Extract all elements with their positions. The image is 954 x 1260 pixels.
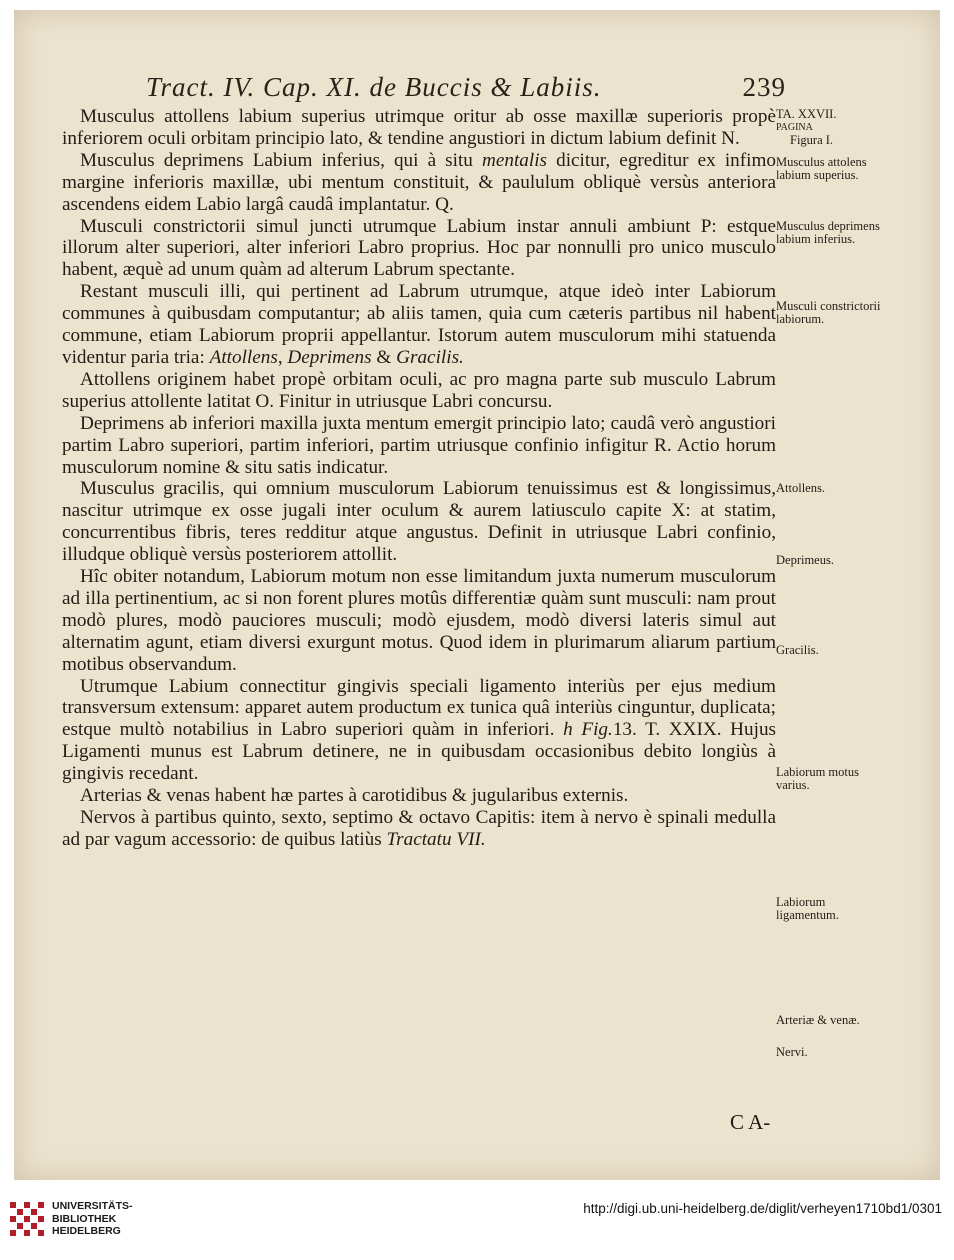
main-text-column	[62, 106, 776, 851]
margin-note-attollens: Attollens.	[776, 481, 825, 495]
running-header	[146, 72, 786, 103]
paragraph-3: Musculi constrictorii simul juncti utrumque Labium instar annuli ambiunt P: estque illorum alter superiori, alter inferiori Labro proprius. Hoc par nonnulli pro unico musculo habent, æquè ad unum quàm ad alterum Labrum spectante.	[62, 215, 776, 281]
page-number: 239	[742, 72, 786, 102]
margin-note-attolens: Musculus attolens labium superius.	[776, 155, 867, 182]
margin-note-nervi: Nervi.	[776, 1045, 808, 1059]
margin-note-plate-ref: TA. XXVII. PAGINA Figura I.	[776, 107, 837, 147]
paragraph-5: Attollens originem habet propè orbitam oculi, ac pro magna parte sub musculo Labrum superius attollente latitat O. Finitur in utriusque Labri concursu.	[62, 368, 776, 412]
margin-note-ligamentum: Labiorum ligamentum.	[776, 895, 839, 922]
paragraph-4: Restant musculi illi, qui pertinent ad Labrum utrumque, atque ideò inter Labiorum communes à quibusdam computantur; ab aliis tamen, quia cum cæteris partibus nil habent commune, etiam Labiorum proprii appellantur. Istorum autem musculorum mihi statuenda videntur paria tria: Attollens, Deprimens & Gracilis.	[62, 281, 776, 368]
library-logo-icon	[10, 1202, 44, 1236]
margin-note-deprimeus: Deprimeus.	[776, 553, 834, 567]
paragraph-8: Hîc obiter notandum, Labiorum motum non esse limitandum juxta numerum musculorum ad illa pertinentium, ac si non forent plures motûs differentiæ quàm sunt musculi: nam prout modò plures, modò pauciores musculi; modò ejusdem, modò diversi lateris simul aut alternatim agunt, etiam diversi exurgunt motus. Quod idem in plurimarum aliarum partium motibus observandum.	[62, 566, 776, 675]
paragraph-2: Musculus deprimens Labium inferius, qui à situ mentalis dicitur, egreditur ex infimo margine inferioris maxillæ, ubi mentum constituit, & paululum obliquè versùs anteriora ascendens eidem Labio largâ caudâ implantatur. Q.	[62, 149, 776, 215]
paragraph-10: Arterias & venas habent hæ partes à carotidibus & jugularibus externis.	[80, 785, 629, 807]
figure-reference: h Fig.	[563, 719, 613, 741]
library-name: UNIVERSITÄTS- BIBLIOTHEK HEIDELBERG	[52, 1200, 133, 1237]
paragraph-7: Musculus gracilis, qui omnium musculorum Labiorum tenuissimus est & longissimus, nascitur utrimque ex osse jugali inter oculum & aurem latiusculo capite X: at statim, concurrentibus fibris, teres redditur atque angustus. Definit in utriusque Labri confinio, illudque obliquè versùs posteriorem attollit.	[62, 478, 776, 566]
margin-note-arteriae: Arteriæ & venæ.	[776, 1013, 860, 1027]
scanned-page	[14, 10, 940, 1180]
footer-bar	[0, 1180, 954, 1260]
running-title: Tract. IV. Cap. XI. de Buccis & Labiis.	[146, 72, 602, 102]
margin-note-gracilis: Gracilis.	[776, 643, 819, 657]
paragraph-6: Deprimens ab inferiori maxilla juxta mentum emergit principio lato; caudâ verò angustiori partim Labro superiori, partim inferiori, partim utriusque confinio infigitur R. Actio horum musculorum nomine & situ satis indicatur.	[62, 412, 776, 478]
margin-note-motus: Labiorum motus varius.	[776, 765, 859, 792]
margin-note-constrictorii: Musculi constrictorii labiorum.	[776, 299, 881, 326]
source-url-link[interactable]: http://digi.ub.uni-heidelberg.de/diglit/verheyen1710bd1/0301	[583, 1201, 942, 1216]
margin-note-deprimens: Musculus deprimens labium inferius.	[776, 219, 880, 246]
paragraph-9: Utrumque Labium connectitur gingivis speciali ligamento interiùs per ejus medium transversum extensum: apparet autem productum ex tunica quâ interiùs cinguntur, duplicata; estque multò notabilius in Labro superiori quàm in inferiori. h Fig.13. T. XXIX. Hujus Ligamenti munus est Labrum detinere, ne in quibusdam occasionibus debito longiùs à gingivis recedant.	[62, 675, 776, 785]
paragraph-11: Nervos à partibus quinto, sexto, septimo & octavo Capitis: item à nervo è spinali medulla ad par vagum accessorio: de quibus latiùs Tractatu VII.	[62, 807, 776, 850]
paragraph-1: Musculus attollens labium superius utrimque oritur ab osse maxillæ superioris propè inferiorem oculi orbitam principio lato, & tendine angustiori in dictum labium definit N.	[62, 106, 776, 149]
term-mentalis: mentalis	[481, 149, 548, 171]
catchword: C A-	[730, 1110, 771, 1134]
